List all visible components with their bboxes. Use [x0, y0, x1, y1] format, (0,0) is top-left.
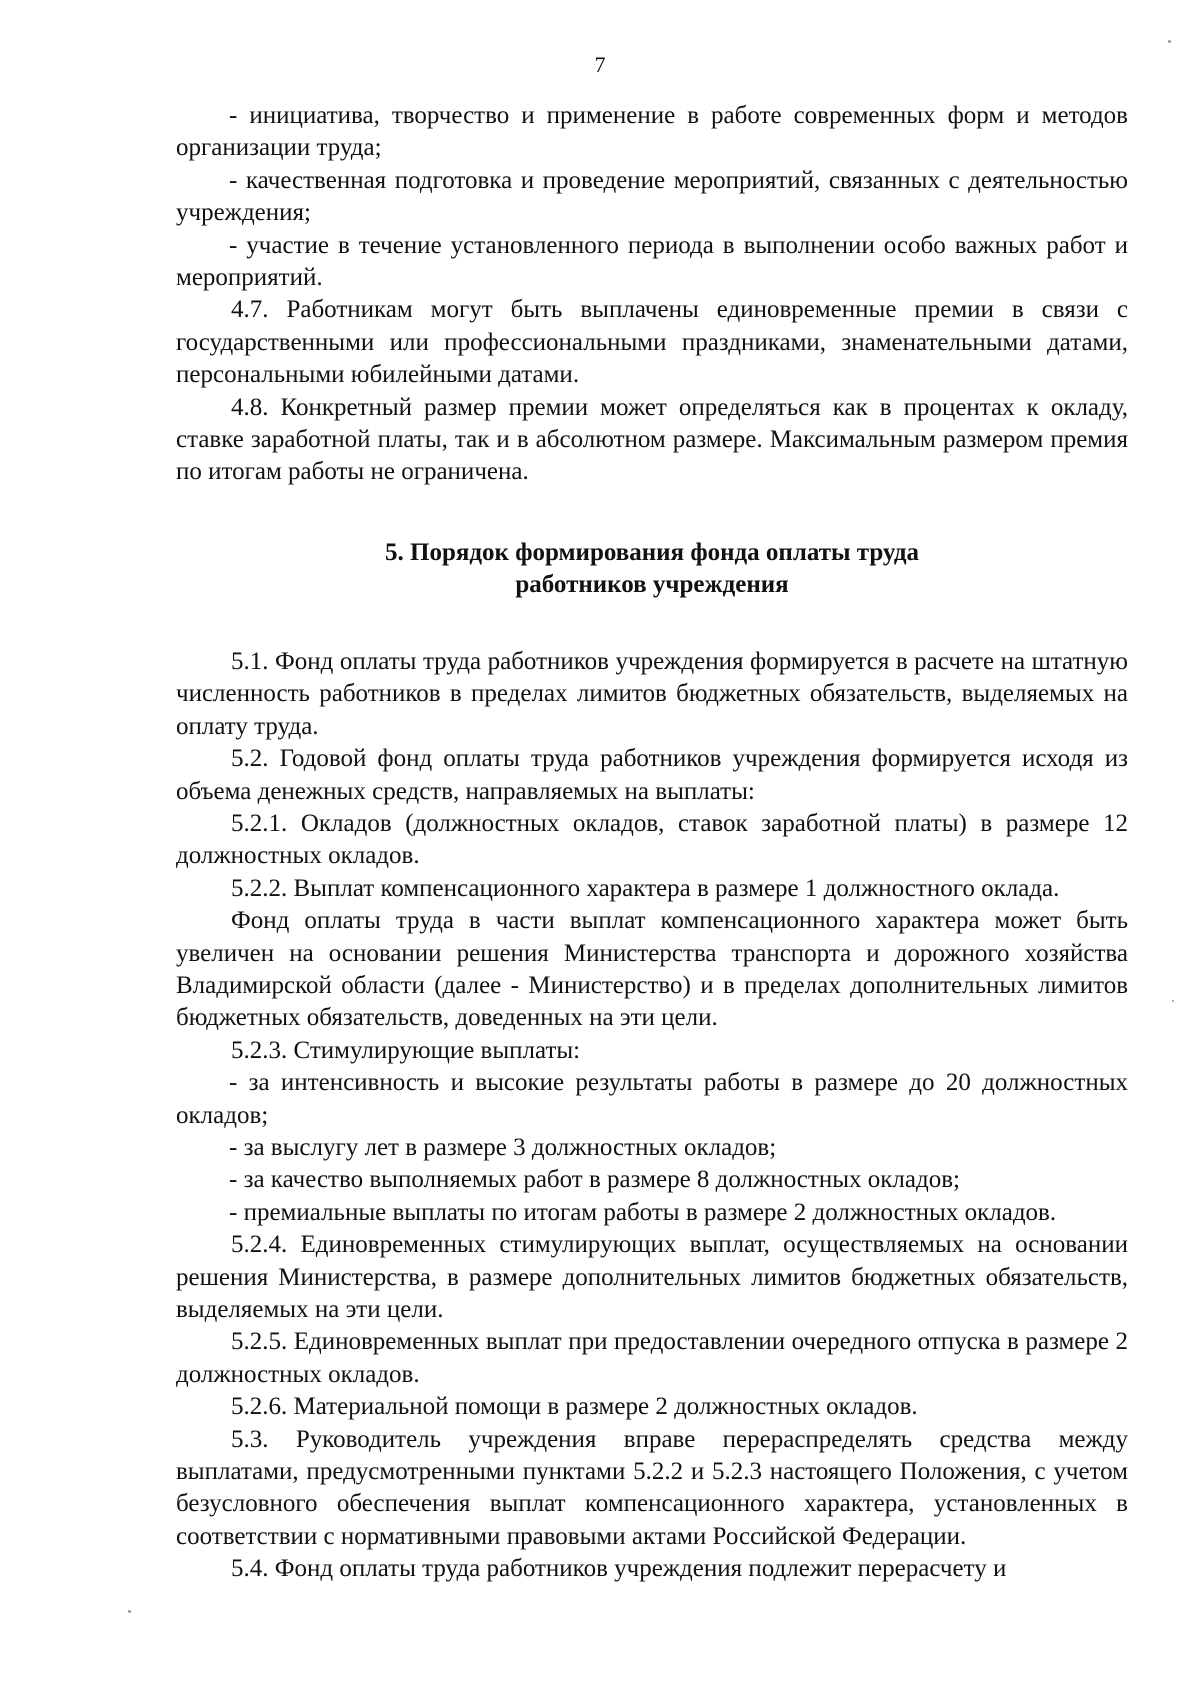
clause-5-2-5: 5.2.5. Единовременных выплат при предоставлении очередного отпуска в размере 2 должностных окладов.: [176, 1328, 1128, 1388]
clause-5-2-6: 5.2.6. Материальной помощи в размере 2 должностных окладов.: [231, 1393, 918, 1421]
bullet-participation: - участие в течение установленного периода в выполнении особо важных работ и мероприятий.: [176, 231, 1128, 292]
bullet-bonus: - премиальные выплаты по итогам работы в размере 2 должностных окладов.: [229, 1198, 1057, 1226]
clause-5-2: 5.2. Годовой фонд оплаты труда работников учреждения формируется исходя из объема денежных средств, направляемых на выплаты:: [176, 745, 1128, 805]
section-5-heading: [176, 537, 1128, 601]
bullet-quality-preparation: - качественная подготовка и проведение мероприятий, связанных с деятельностью учреждения;: [176, 166, 1128, 227]
clause-5-2-3: 5.2.3. Стимулирующие выплаты:: [231, 1036, 581, 1064]
section-5-heading-line-1: 5. Порядок формирования фонда оплаты труда: [385, 538, 919, 566]
clause-5-3: 5.3. Руководитель учреждения вправе перераспределять средства между выплатами, предусмотренными пунктами 5.2.2 и 5.2.3 настоящего Положения, с учетом безусловного обеспечения выплат компенсационного характера, установленных в соответствии с нормативными правовыми актами Российской Федерации.: [176, 1425, 1128, 1550]
page-number: 7: [594, 52, 606, 77]
clause-5-2-4: 5.2.4. Единовременных стимулирующих выплат, осуществляемых на основании решения Министерства, в размере дополнительных лимитов бюджетных обязательств, выделяемых на эти цели.: [176, 1231, 1128, 1323]
clause-5-4: 5.4. Фонд оплаты труда работников учреждения подлежит перерасчету и: [231, 1555, 1007, 1583]
clause-5-1: 5.1. Фонд оплаты труда работников учреждения формируется в расчете на штатную численность работников в пределах лимитов бюджетных обязательств, выделяемых на оплату труда.: [176, 647, 1128, 740]
bullet-seniority: - за выслугу лет в размере 3 должностных окладов;: [229, 1133, 777, 1161]
bullet-initiative: - инициатива, творчество и применение в работе современных форм и методов организации труда;: [176, 102, 1128, 162]
clause-4-7: 4.7. Работникам могут быть выплачены единовременные премии в связи с государственными или профессиональными праздниками, знаменательными датами, персональными юбилейными датами.: [176, 296, 1128, 389]
clause-5-2-2: 5.2.2. Выплат компенсационного характера в размере 1 должностного оклада.: [231, 874, 1060, 902]
scan-speck: [1168, 40, 1171, 43]
scan-speck: [1172, 1000, 1174, 1002]
section-5-heading-line-2: работников учреждения: [515, 570, 789, 598]
scan-speck: [128, 1610, 131, 1613]
bullet-work-quality: - за качество выполняемых работ в размере 8 должностных окладов;: [229, 1166, 960, 1194]
clause-5-2-1: 5.2.1. Окладов (должностных окладов, ставок заработной платы) в размере 12 должностных окладов.: [176, 809, 1128, 870]
clause-4-8: 4.8. Конкретный размер премии может определяться как в процентах к окладу, ставке заработной платы, так и в абсолютном размере. Максимальным размером премия по итогам работы не ограничена.: [176, 393, 1128, 486]
document-body: [176, 100, 1128, 1586]
clause-5-2-2-note: Фонд оплаты труда в части выплат компенсационного характера может быть увеличен на основании решения Министерства транспорта и дорожного хозяйства Владимирской области (далее - Министерство) и в пределах дополнительных лимитов бюджетных обязательств, доведенных на эти цели.: [176, 907, 1128, 1032]
bullet-intensity: - за интенсивность и высокие результаты работы в размере до 20 должностных окладов;: [176, 1069, 1128, 1129]
